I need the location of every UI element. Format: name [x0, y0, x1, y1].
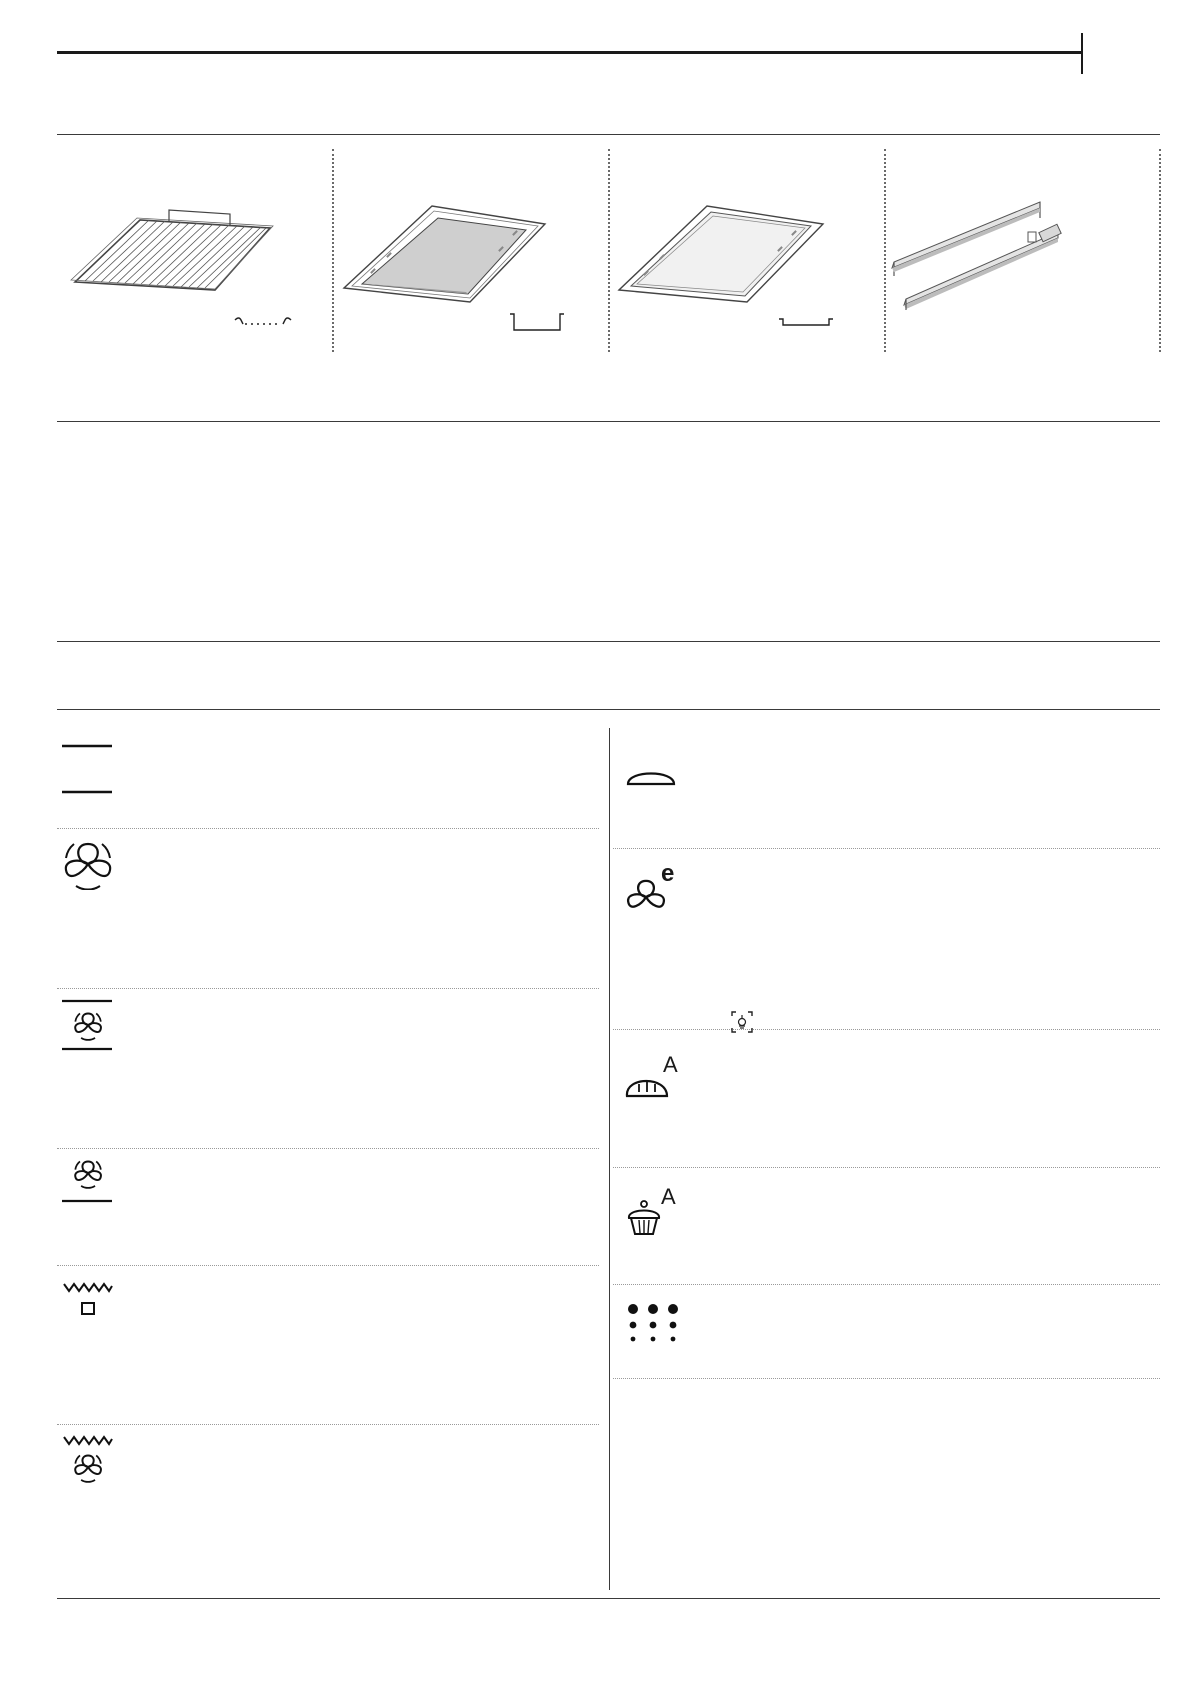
- section-rule: [57, 134, 1160, 135]
- accessory-baking-tray: [615, 180, 840, 315]
- shelf-profile-icon: [233, 314, 293, 330]
- section-rule: [57, 709, 1160, 710]
- deep-tray-profile-icon: [508, 312, 568, 334]
- accessory-divider: [608, 149, 610, 352]
- conventional-heat-icon: [62, 742, 114, 798]
- auto-superscript: A: [663, 1052, 678, 1077]
- wire-shelf-icon: [65, 180, 285, 300]
- accessory-divider: [332, 149, 334, 352]
- auto-superscript: A: [661, 1184, 676, 1209]
- deep-tray-icon: [340, 180, 565, 310]
- accessory-wire-shelf: [65, 180, 285, 305]
- accessory-sliding-runners: [890, 180, 1070, 325]
- eco-fan-icon: [625, 860, 685, 916]
- row-separator: [57, 1265, 599, 1266]
- fan-top-bottom-heat-icon: [62, 998, 114, 1052]
- cupcake-shape: [625, 1200, 663, 1238]
- row-separator: [613, 1378, 1160, 1379]
- section-rule: [57, 641, 1160, 642]
- row-separator: [613, 1284, 1160, 1285]
- section-rule: [57, 1598, 1160, 1599]
- row-separator: [613, 1167, 1160, 1168]
- header-tab-mark: [1081, 33, 1083, 74]
- fan-icon: [62, 838, 114, 890]
- row-separator: [57, 988, 599, 989]
- row-separator: [57, 1424, 599, 1425]
- bread-icon: [625, 1052, 685, 1102]
- row-separator: [613, 848, 1160, 849]
- sliding-runners-icon: [890, 180, 1070, 320]
- function-table-divider: [609, 728, 610, 1590]
- baking-tray-icon: [615, 180, 840, 310]
- eco-superscript: e: [661, 860, 675, 887]
- oven-lamp-icon: [731, 1011, 753, 1033]
- section-rule: [57, 421, 1160, 422]
- row-separator: [57, 828, 599, 829]
- grill-fan-icon: [62, 1434, 114, 1490]
- cupcake-icon: [625, 1186, 685, 1238]
- accessory-divider: [884, 149, 886, 352]
- accessory-deep-tray: [340, 180, 565, 315]
- grill-icon: [62, 1281, 114, 1321]
- proofing-icon: [625, 764, 677, 788]
- row-separator: [613, 1029, 1160, 1030]
- flat-tray-profile-icon: [777, 315, 837, 329]
- accessory-divider: [1159, 149, 1161, 352]
- fan-bottom-heat-icon: [62, 1156, 114, 1204]
- row-separator: [57, 1148, 599, 1149]
- keypad-dots-icon: [627, 1303, 679, 1345]
- header-rule: [57, 51, 1082, 54]
